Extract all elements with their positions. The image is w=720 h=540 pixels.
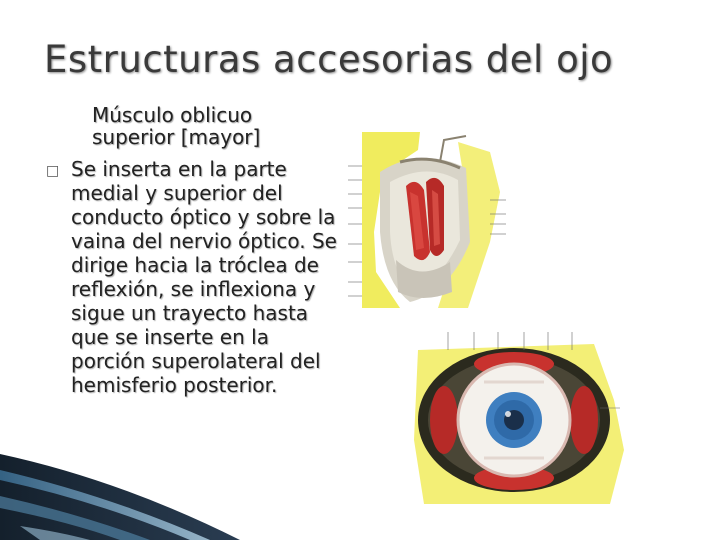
slide-subtitle: Músculo oblicuo superior [mayor]: [92, 103, 261, 149]
decorative-swoosh: [0, 440, 300, 540]
eyeball-anterior-illustration: [414, 330, 628, 504]
orbit-muscles-lateral-illustration: [340, 132, 512, 308]
bullet-text: Se inserta en la parte medial y superior del conducto óptico y sobre la vaina del nervio óptico. Se dirige hacia la tróclea de reflexión, se inflexiona y sigue un trayecto hasta que se inserte en la porción superolateral del hemisferio posterior.: [71, 157, 337, 397]
slide-title: Estructuras accesorias del ojo: [44, 38, 614, 81]
bullet-icon: □: [46, 163, 60, 179]
